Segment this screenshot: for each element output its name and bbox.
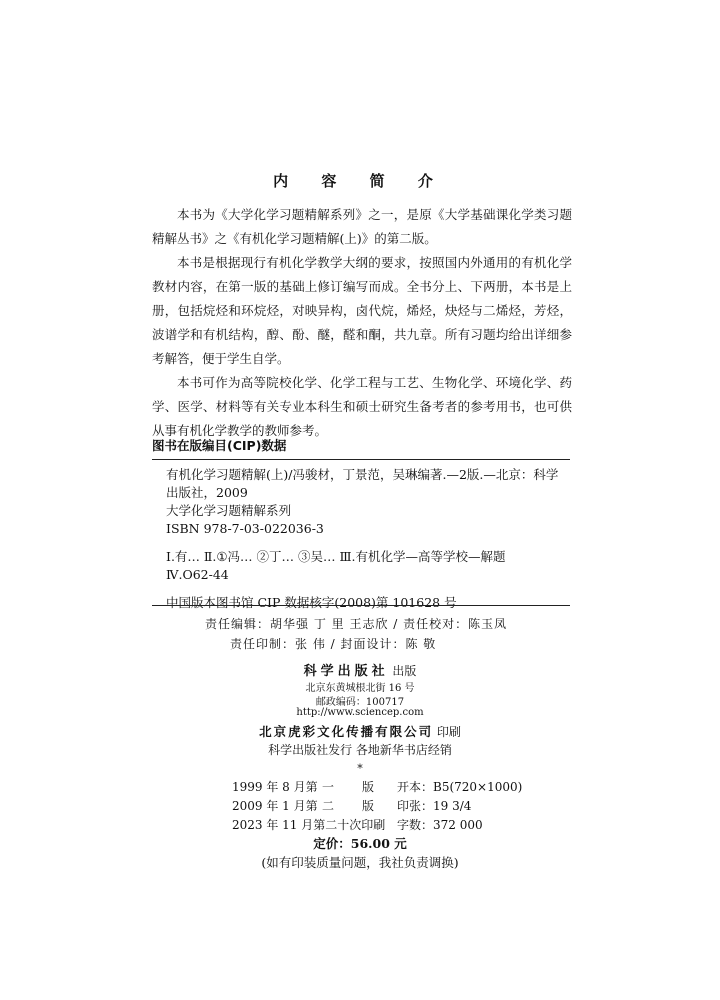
distribution-line: 科学出版社发行 各地新华书店经销 (268, 743, 452, 757)
spec-label: 开本： (397, 780, 434, 794)
edition-row-2 (232, 797, 532, 815)
divider-bottom (152, 605, 570, 606)
edition-date: 1999 年 8 月第 (232, 780, 318, 794)
price: 定价：56.00 元 (313, 836, 407, 851)
cip-record (166, 466, 570, 612)
cip-catalog-entry: 有机化学习题精解(上)/冯骏材，丁景范，吴琳编著.—2版.—北京：科学出版社，2009 (166, 467, 559, 500)
edition-row-3 (232, 816, 532, 834)
edition-number: 一 (322, 780, 335, 794)
summary-paragraph-2: 本书是根据现行有机化学教学大纲的要求，按照国内外通用的有机化学教材内容，在第一版的基础上修订编写而成。全书分上、下两册，本书是上册，包括烷烃和环烷烃，对映异构，卤代烷，烯烃，炔烃与二烯烃，芳烃，波谱学和有机结构，醇、酚、醚，醛和酮，共九章。所有习题均给出详细参考解答，便于学生自学。 (152, 255, 572, 366)
spec-label: 印张： (397, 799, 434, 813)
cip-subjects-2: Ⅳ.O62-44 (166, 567, 229, 582)
separator-star: * (357, 762, 363, 775)
print-run: 2023 年 11 月第二十次印刷 (232, 818, 386, 832)
printer-suffix: 印刷 (436, 725, 461, 739)
cip-series: 大学化学习题精解系列 (166, 503, 292, 518)
cip-heading: 图书在版编目(CIP)数据 (152, 438, 287, 453)
edition-unit: 版 (362, 780, 375, 794)
page-title: 内 容 简 介 (273, 172, 447, 190)
credits-line-2: 责任印制：张 伟 / 封面设计：陈 敬 (230, 637, 437, 651)
summary-paragraph-1: 本书为《大学化学习题精解系列》之一，是原《大学基础课化学类习题精解丛书》之《有机化学习题精解(上)》的第二版。 (152, 207, 572, 246)
summary-section (152, 203, 572, 443)
quality-note: (如有印装质量问题，我社负责调换) (261, 855, 459, 870)
cip-number: 中国版本图书馆 CIP 数据核字(2008)第 101628 号 (166, 595, 457, 610)
publisher-name: 科学出版社 (303, 664, 389, 679)
credits-line-1: 责任编辑：胡华强 丁 里 王志欣 / 责任校对：陈玉凤 (205, 617, 508, 631)
publisher-address: 北京东黄城根北街 16 号 (305, 683, 415, 694)
spec-value: B5(720×1000) (433, 780, 523, 794)
summary-paragraph-3: 本书可作为高等院校化学、化学工程与工艺、生物化学、环境化学、药学、医学、材料等有关专业本科生和硕士研究生备考者的参考用书，也可供从事有机化学教学的教师参考。 (152, 375, 572, 438)
publisher-postcode: 邮政编码：100717 (315, 697, 405, 708)
cip-subjects-1: Ⅰ.有… Ⅱ.①冯… ②丁… ③吴… Ⅲ.有机化学—高等学校—解题 (166, 549, 506, 564)
publisher-suffix: 出版 (392, 664, 417, 678)
cip-isbn: ISBN 978-7-03-022036-3 (166, 521, 324, 536)
printer-name: 北京虎彩文化传播有限公司 (259, 724, 434, 739)
publisher-website: http://www.sciencep.com (296, 707, 424, 718)
spec-label: 字数： (397, 818, 434, 832)
publisher-line (0, 660, 720, 679)
spec-value: 372 000 (433, 818, 483, 832)
edition-row-1 (232, 778, 532, 796)
edition-unit: 版 (362, 799, 375, 813)
edition-number: 二 (322, 799, 335, 813)
spec-value: 19 3/4 (433, 799, 472, 813)
printer-line (0, 722, 720, 740)
divider-top (152, 459, 570, 460)
edition-date: 2009 年 1 月第 (232, 799, 318, 813)
